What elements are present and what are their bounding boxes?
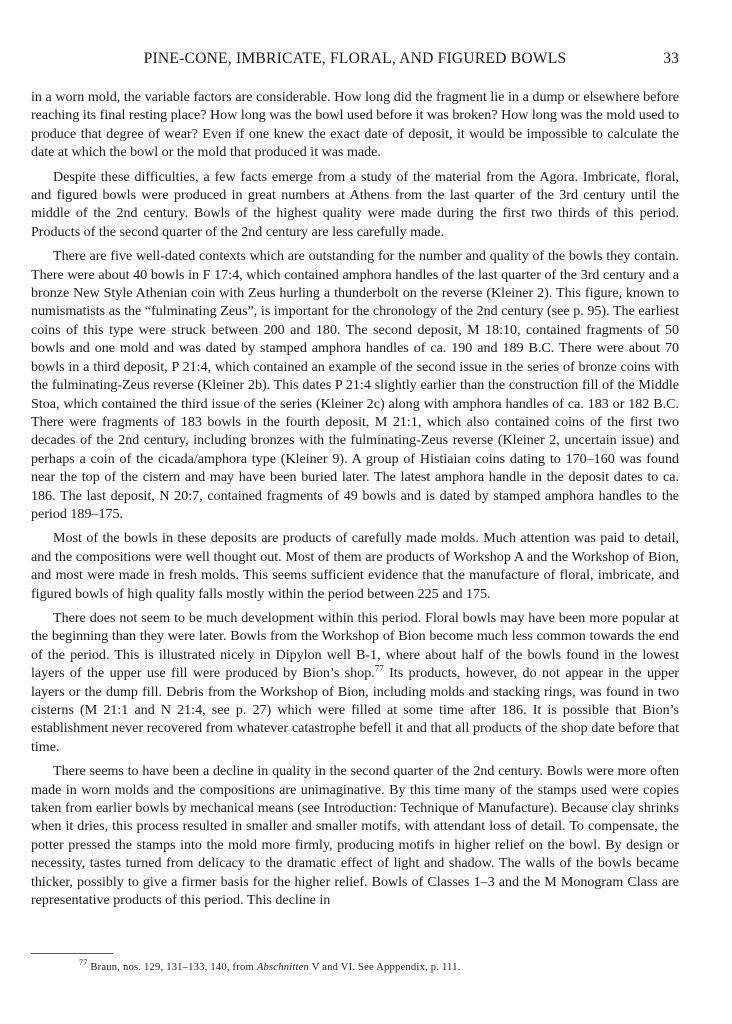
- paragraph-2: Despite these difficulties, a few facts emerge from a study of the material from the Agora. Imbricate, floral, and figured bowls were produced in great numbers at Athens from the last quarter of the 3rd century until the middle of the 2nd century. Bowls of the highest quality were made during the first two thirds of this period. Products of the second quarter of the 2nd century are less carefully made.: [31, 168, 679, 240]
- running-title: PINE-CONE, IMBRICATE, FLORAL, AND FIGURED BOWLS: [143, 50, 567, 67]
- footnote-divider: [31, 953, 113, 954]
- body-text: [31, 88, 679, 913]
- paragraph-6: There seems to have been a decline in quality in the second quarter of the 2nd century. Bowls were more often made in worn molds and the compositions are unimaginative. By this time many of the stamps used were copies taken from earlier bowls by mechanical means (see Introduction: Technique of Manufacture). Because clay shrinks when it dries, this process resulted in smaller and smaller motifs, with attendant loss of detail. To compensate, the potter pressed the stamps into the mold more firmly, producing motifs in higher relief on the bowl. By design or necessity, tastes turned from delicacy to the dramatic effect of light and shadow. The walls of the bowls became thicker, possibly to give a firmer basis for the higher relief. Bowls of Classes 1–3 and the M Monogram Class are representative products of this period. This decline in: [31, 763, 679, 909]
- paragraph-5: [31, 609, 679, 756]
- paragraph-5-text-a: There does not seem to be much development within this period. Floral bowls may have been more popular at the beginning than they were later. Bowls from the Workshop of Bion become much less common towards the end of the period. This is illustrated nicely in Dipylon well B-1, where about half of the bowls found in the lowest layers of the upper use fill were produced by Bion’s shop.: [31, 609, 679, 682]
- paragraph-4: Most of the bowls in these deposits are products of carefully made molds. Much attention was paid to detail, and the compositions were well thought out. Most of them are products of Workshop A and the Workshop of Bion, and most were made in fresh molds. This seems sufficient evidence that the manufacture of floral, imbricate, and figured bowls of high quality falls mostly within the period between 225 and 175.: [31, 530, 679, 602]
- running-head: [31, 50, 679, 72]
- footnote-reference-77[interactable]: 77: [374, 663, 384, 674]
- footnote-text-a: Braun, nos. 129, 131–133, 140, from: [90, 962, 257, 973]
- footnote-number: 77: [79, 958, 88, 968]
- footnote-77: [79, 958, 461, 975]
- page-number: 33: [663, 50, 679, 67]
- footnote-text-b: V and VI. See Apppendix, p. 111.: [309, 962, 461, 973]
- paragraph-3: There are five well-dated contexts which are outstanding for the number and quality of the bowls they contain. There were about 40 bowls in F 17:4, which contained amphora handles of the last quarter of the 3rd century and a bronze New Style Athenian coin with Zeus hurling a thunderbolt on the reverse (Kleiner 2). This figure, known to numismatists as the “fulminating Zeus”, is important for the chronology of the 2nd century (see p. 95). The earliest coins of this type were struck between 200 and 180. The second deposit, M 18:10, contained fragments of 50 bowls and one mold and was dated by stamped amphora handles of ca. 190 and 189 B.C. There were about 70 bowls in a third deposit, P 21:4, which contained an example of the second issue in the series of bronze coins with the fulminating-Zeus reverse (Kleiner 2b). This dates P 21:4 slightly earlier than the construction fill of the Middle Stoa, which contained the third issue of the series (Kleiner 2c) along with amphora handles of ca. 183 or 182 B.C. There were fragments of 183 bowls in the fourth deposit, M 21:1, which also contained coins of the first two decades of the 2nd century, including bronzes with the fulminating-Zeus reverse (Kleiner 2, uncertain issue) and perhaps a coin of the cicada/amphora type (Kleiner 9). A group of Histiaian coins dating to 170–160 was found near the top of the cistern and may have been buried later. The latest amphora handle in the deposit dates to ca. 186. The last deposit, N 20:7, contained fragments of 49 bowls and is dated by stamped amphora handles to the period 189–175.: [31, 248, 679, 522]
- footnote-italic-term: Abschnitten: [256, 962, 310, 973]
- paragraph-1: in a worn mold, the variable factors are considerable. How long did the fragment lie in a dump or elsewhere before reaching its final resting place? How long was the bowl used before it was broken? How long was the mold used to produce that degree of wear? Even if one knew the exact date of deposit, it would be impossible to calculate the date at which the bowl or the mold that produced it was made.: [31, 89, 679, 161]
- document-page: [31, 0, 679, 1024]
- paragraph-5-text-b: Its products, however, do not appear in the upper layers or the dump fill. Debris from the Workshop of Bion, including molds and stacking rings, was found in two cisterns (M 21:1 and N 21:4, see p. 27) which were filled at some time after 186. It is possible that Bion’s establishment never recovered from whatever catastrophe befell it and that all products of the shop date before that time.: [31, 665, 679, 755]
